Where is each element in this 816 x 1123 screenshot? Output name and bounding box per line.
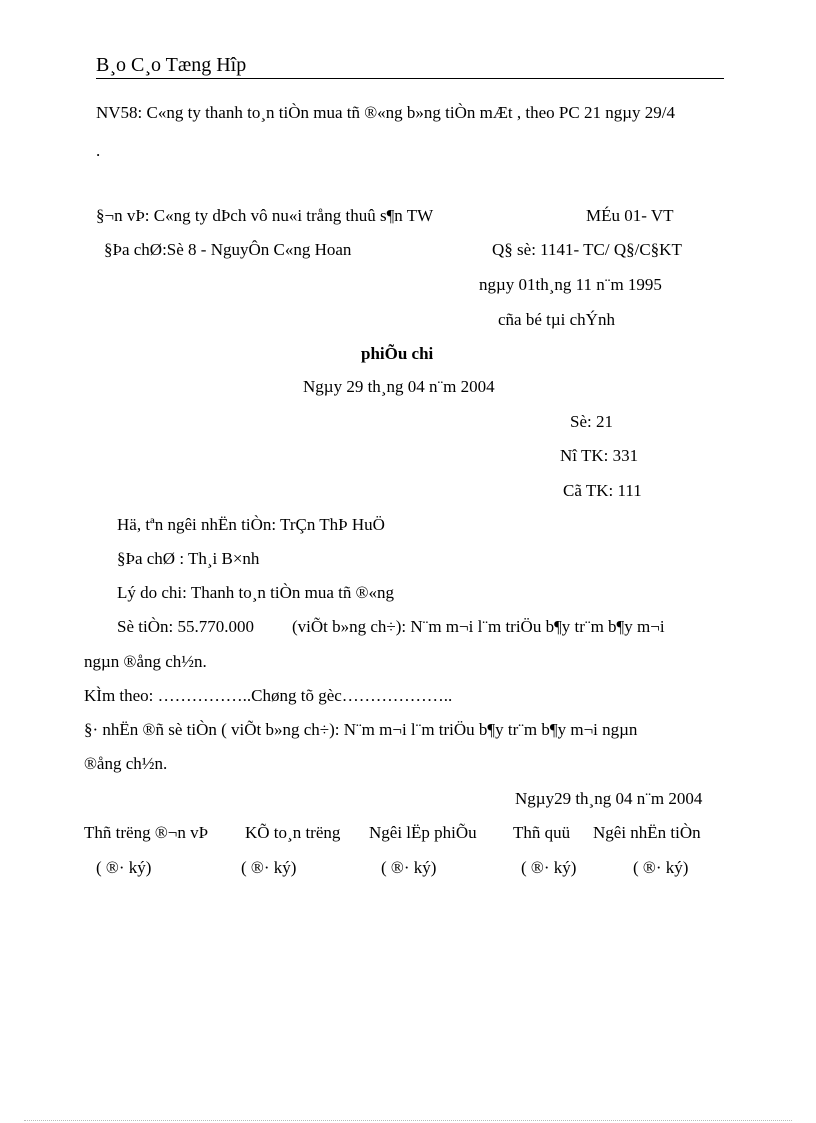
signature-mark-cashier: ( ®· ký)	[521, 858, 577, 877]
recipient-name: Hä, tªn ngêi nhËn tiÒn: TrÇn ThÞ HuÖ	[117, 515, 385, 534]
voucher-date: Ngµy 29 th¸ng 04 n¨m 2004	[303, 377, 495, 396]
attached-documents: KÌm theo: ……………..Chøng tõ gèc………………..	[84, 686, 453, 705]
received-amount-continued: ®ång ch½n.	[84, 754, 168, 773]
received-amount: §· nhËn ®ñ sè tiÒn ( viÕt b»ng ch÷): N¨m m¬i l¨m triÖu b¶y tr¨m b¶y m¬i ngµn	[84, 720, 638, 739]
unit-address: §Þa chØ:Sè 8 - NguyÔn C«ng Hoan	[104, 240, 352, 259]
recipient-address: §Þa chØ : Th¸i B×nh	[117, 549, 260, 568]
header-rule	[96, 78, 724, 79]
payment-reason: Lý do chi: Thanh to¸n tiÒn mua tñ ®«ng	[117, 583, 395, 602]
signature-date: Ngµy29 th¸ng 04 n¨m 2004	[515, 789, 703, 808]
amount-words: (viÕt b»ng ch÷): N¨m m¬i l¨m triÖu b¶y tr¨m b¶y m¬i	[292, 617, 665, 636]
form-code: MÉu 01- VT	[586, 206, 674, 225]
report-title: B¸o C¸o Tæng Hîp	[96, 54, 247, 76]
form-date: ngµy 01th¸ng 11 n¨m 1995	[479, 275, 662, 294]
amount-words-continued: ngµn ®ång ch½n.	[84, 652, 207, 671]
signature-role-director: Thñ trëng ®¬n vÞ	[84, 823, 209, 842]
signature-role-cashier: Thñ quü	[513, 823, 571, 842]
voucher-title: phiÕu chi	[361, 344, 434, 363]
signature-mark-chief-accountant: ( ®· ký)	[241, 858, 297, 877]
debit-account: Nî TK: 331	[560, 446, 639, 465]
amount-figure: Sè tiÒn: 55.770.000	[117, 617, 254, 636]
signature-role-preparer: Ngêi lËp phiÕu	[369, 823, 477, 842]
form-decision: Q§ sè: 1141- TC/ Q§/C§KT	[492, 240, 682, 259]
form-issuer: cña bé tµi chÝnh	[498, 310, 615, 329]
signature-mark-preparer: ( ®· ký)	[381, 858, 437, 877]
page-bottom-border	[24, 1120, 792, 1121]
unit-name: §¬n vÞ: C«ng ty dÞch vô nu«i trång thuû s¶n TW	[96, 206, 434, 225]
signature-mark-recipient: ( ®· ký)	[633, 858, 689, 877]
entry-line-2: .	[96, 141, 101, 160]
entry-line-1: NV58: C«ng ty thanh to¸n tiÒn mua tñ ®«ng b»ng tiÒn mÆt , theo PC 21 ngµy 29/4	[96, 103, 675, 122]
credit-account: Cã TK: 111	[563, 481, 642, 500]
voucher-number: Sè: 21	[570, 412, 613, 431]
signature-role-chief-accountant: KÕ to¸n trëng	[245, 823, 341, 842]
signature-mark-director: ( ®· ký)	[96, 858, 152, 877]
signature-role-recipient: Ngêi nhËn tiÒn	[593, 823, 701, 842]
